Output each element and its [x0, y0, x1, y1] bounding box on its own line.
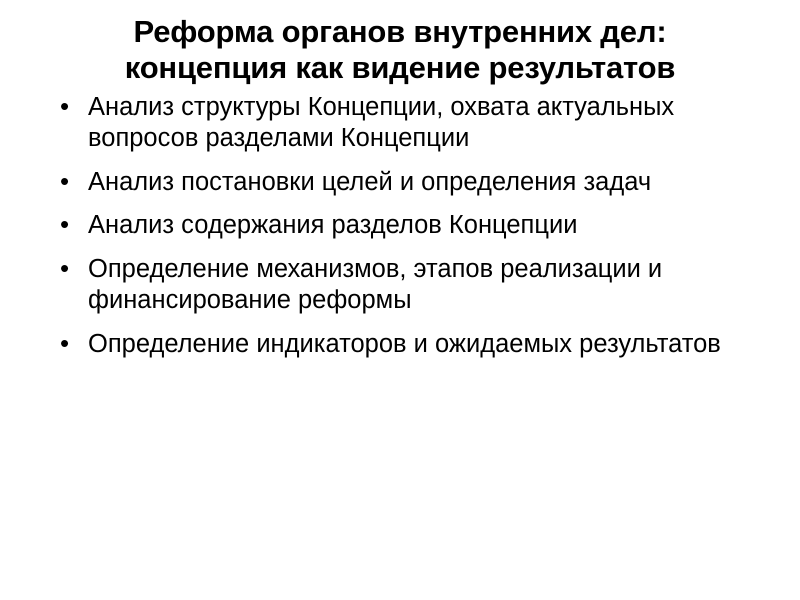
list-item: • Определение индикаторов и ожидаемых результатов: [58, 329, 756, 360]
list-item: • Анализ структуры Концепции, охвата актуальных вопросов разделами Концепции: [58, 92, 756, 154]
list-item: • Анализ постановки целей и определения задач: [58, 167, 756, 198]
bullet-list: [34, 92, 766, 373]
page-title: Реформа органов внутренних дел: концепция как видение результатов: [124, 14, 676, 85]
list-item: • Анализ содержания разделов Концепции: [58, 210, 756, 241]
list-item: • Определение механизмов, этапов реализации и финансирование реформы: [58, 254, 756, 316]
